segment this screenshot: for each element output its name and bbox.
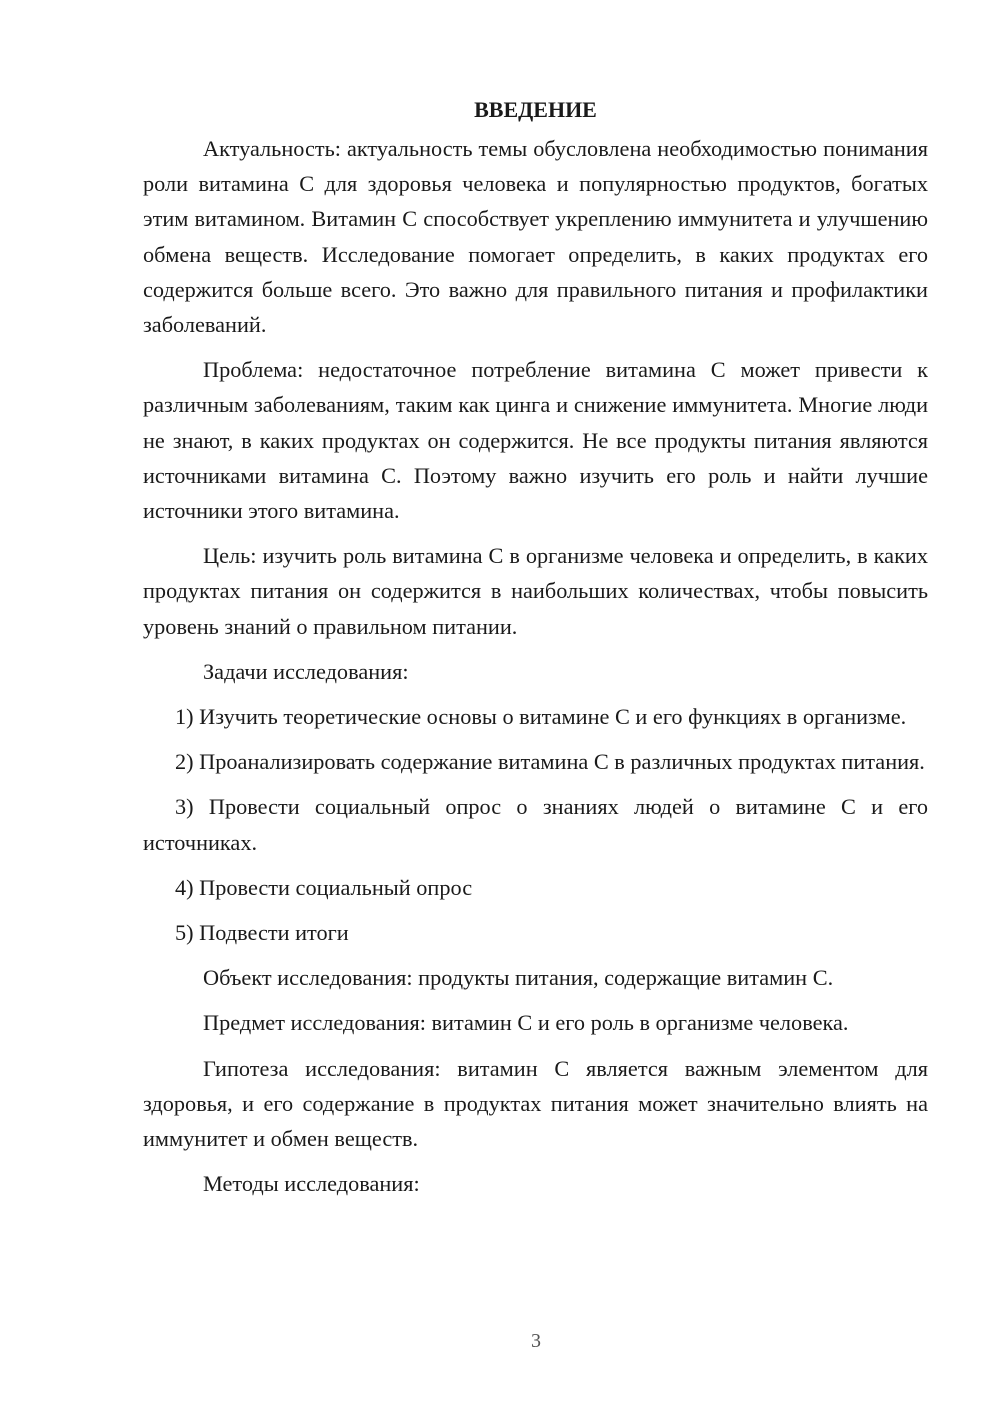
task-item-3: 3) Провести социальный опрос о знаниях людей о витамине С и его источниках. bbox=[143, 794, 928, 855]
page-title: ВВЕДЕНИЕ bbox=[474, 97, 597, 122]
goal-paragraph: Цель: изучить роль витамина С в организме человека и определить, в каких продуктах питания он содержится в наибольших количествах, чтобы повысить уровень знаний о правильном питании. bbox=[143, 543, 928, 639]
hypothesis-paragraph: Гипотеза исследования: витамин С является важным элементом для здоровья, и его содержание в продуктах питания может значительно влиять на иммунитет и обмен веществ. bbox=[143, 1055, 928, 1152]
tasks-heading: Задачи исследования: bbox=[203, 658, 409, 684]
problem-paragraph: Проблема: недостаточное потребление витамина С может привести к различным заболеваниям, таким как цинга и снижение иммунитета. Многие люди не знают, в каких продуктах он содержится. Не все продукты питания являются источниками витамина С. Поэтому важно изучить его роль и найти лучшие источники этого витамина. bbox=[143, 357, 928, 524]
methods-heading: Методы исследования: bbox=[203, 1171, 420, 1197]
task-item-5: 5) Подвести итоги bbox=[175, 920, 349, 946]
task-item-1: 1) Изучить теоретические основы о витамине С и его функциях в организме. bbox=[175, 704, 907, 730]
object-paragraph: Объект исследования: продукты питания, содержащие витамин С. bbox=[203, 965, 834, 991]
subject-paragraph: Предмет исследования: витамин С и его роль в организме человека. bbox=[203, 1010, 849, 1036]
task-item-4: 4) Провести социальный опрос bbox=[175, 874, 473, 900]
document-page bbox=[143, 92, 928, 1211]
page-number: 3 bbox=[531, 1330, 541, 1352]
task-item-2: 2) Проанализировать содержание витамина С в различных продуктах питания. bbox=[175, 749, 925, 775]
relevance-paragraph: Актуальность: актуальность темы обусловлена необходимостью понимания роли витамина С для здоровья человека и популярностью продуктов, богатых этим витамином. Витамин С способствует укреплению иммунитета и улучшению обмена веществ. Исследование помогает определить, в каких продуктах его содержится больше всего. Это важно для правильного питания и профилактики заболеваний. bbox=[143, 136, 928, 338]
